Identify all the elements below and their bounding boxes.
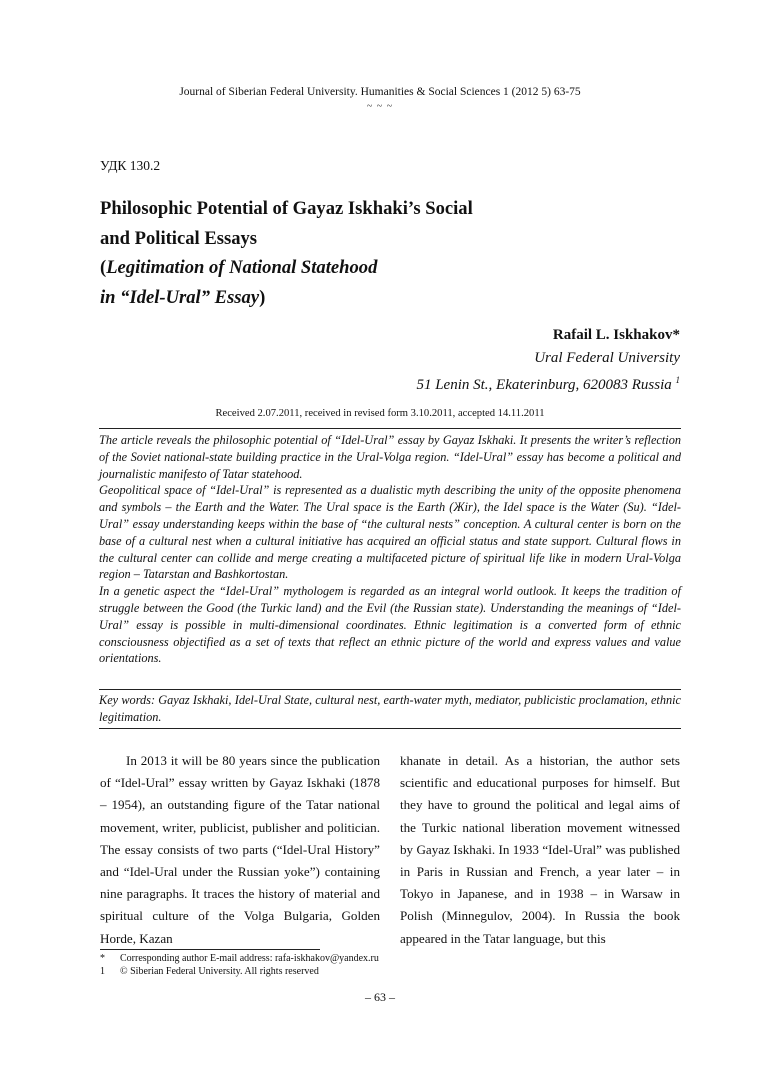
author-address-text: 51 Lenin St., Ekaterinburg, 620083 Russia xyxy=(416,377,676,393)
body-paragraph: In 2013 it will be 80 years since the publication of “Idel-Ural” essay written by Gayaz Iskhaki (1878 – 1954), an outstanding figure of the Tatar national movement, writer, publicist, publisher and politician. The essay consists of two parts (“Idel-Ural History” and “Idel-Ural under the Russian yoke”) containing nine paragraphs. It traces the history of material and spiritual culture of the Volga Bulgaria, Golden Horde, Kazan xyxy=(100,753,380,946)
article-title xyxy=(100,194,580,312)
title-line-3 xyxy=(100,253,580,283)
abstract-paragraph: Geopolitical space of “Idel-Ural” is represented as a dualistic myth describing the unity of the opposite phenomena and symbols – the Earth and the Water. The Ural space is the Earth (Жir), the Idel space is the Water (Su). “Idel-Ural” essay understanding keeps within the base of “the cultural nests” conception. A cultural center is born on the base of a cultural nest when a cultural initiative has acquired an official status and state support. Cultural flows in the cultural center can collide and merge creating a multifaceted picture of spiritual life like in modern Ural-Volga region – Tatarstan and Bashkortostan. xyxy=(99,483,681,582)
body-paragraph: khanate in detail. As a historian, the author sets scientific and educational purposes for himself. But they have to ground the political and legal aims of the Turkic national liberation movement witnessed by Gayaz Iskhaki. In 1933 “Idel-Ural” was published in Paris in Russian and French, a year later – in Tokyo in Japanese, and in 1938 – in Warsaw in Polish (Minnegulov, 2004). In Russia the book appeared in the Tatar language, but this xyxy=(400,753,680,946)
author-name: Rafail L. Iskhakov* xyxy=(552,327,680,343)
header-ornament: ~ ~ ~ xyxy=(366,101,394,112)
title-paren-close: ) xyxy=(259,286,266,308)
title-subtitle-2: in “Idel-Ural” Essay xyxy=(100,286,260,308)
footnote-copyright xyxy=(100,966,319,977)
footnote-text: © Siberian Federal University. All rights reserved xyxy=(120,966,319,977)
author-block xyxy=(416,324,680,397)
abstract-top-rule xyxy=(99,428,681,429)
body-column-left xyxy=(100,750,380,950)
footnote-text: Corresponding author E-mail address: rafa-iskhakov@yandex.ru xyxy=(120,953,379,964)
abstract-paragraph: The article reveals the philosophic potential of “Idel-Ural” essay by Gayaz Iskhaki. It presents the writer’s reflection of the Soviet national-state building practice in the Ural-Volga region. “Idel-Ural” essay has become a political and journalistic manifesto of Tatar statehood. xyxy=(99,433,681,481)
footnote-mark: 1 xyxy=(100,966,105,977)
footnote-mark: * xyxy=(100,953,105,964)
page-number: – 63 – xyxy=(365,990,395,1004)
title-paren-open: ( xyxy=(100,257,107,278)
keywords-bottom-rule xyxy=(99,728,681,729)
author-address xyxy=(416,369,680,397)
title-line-1: Philosophic Potential of Gayaz Iskhaki’s Social xyxy=(100,198,473,219)
footnote-corresponding xyxy=(100,953,379,964)
author-affiliation: Ural Federal University xyxy=(534,349,680,366)
title-line-2: and Political Essays xyxy=(100,227,258,249)
body-column-right xyxy=(400,750,680,950)
footnote-rule xyxy=(100,949,320,950)
abstract-paragraph: In a genetic aspect the “Idel-Ural” mythologem is regarded as an integral world outlook. It keeps the tradition of struggle between the Good (the Turkic land) and the Evil (the Russian state). Understanding the meanings of “Idel-Ural” essay is possible in multi-dimensional coordinates. Ethnic legitimation is a converted form of ethnic consciousness objectified as a set of texts that reflect an ethnic picture of the world and express values and value orientations. xyxy=(99,584,681,666)
footnote-ref-1[interactable]: 1 xyxy=(675,375,680,385)
keywords: Key words: Gayaz Iskhaki, Idel-Ural State, cultural nest, earth-water myth, mediator, publicistic proclamation, ethnic legitimation. xyxy=(99,693,681,724)
abstract-divider xyxy=(99,689,681,690)
abstract xyxy=(99,432,681,667)
journal-header: Journal of Siberian Federal University. Humanities & Social Sciences 1 (2012 5) 63-75 xyxy=(179,86,581,98)
title-line-4 xyxy=(100,283,580,313)
title-subtitle-1: Legitimation of National Statehood xyxy=(106,257,378,278)
udk-code: УДК 130.2 xyxy=(100,158,161,173)
received-dates: Received 2.07.2011, received in revised form 3.10.2011, accepted 14.11.2011 xyxy=(215,408,545,419)
